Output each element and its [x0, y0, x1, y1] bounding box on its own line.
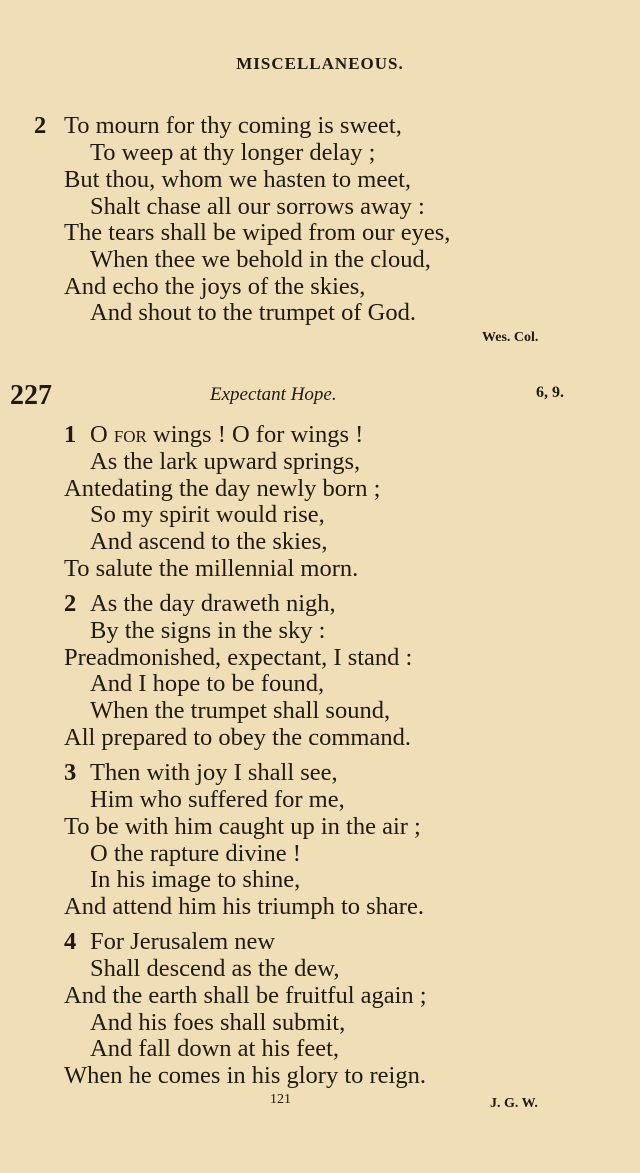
verse-line: O for wings ! O for wings !	[90, 421, 364, 448]
verse-line: For Jerusalem new	[90, 928, 276, 955]
verse-line: Shalt chase all our sorrows away :	[90, 193, 425, 220]
stanza-number: 2	[64, 590, 77, 617]
verse-line: And the earth shall be fruitful again ;	[64, 982, 427, 1009]
stanza-number: 1	[64, 421, 77, 448]
verse-line: As the day draweth nigh,	[90, 590, 336, 617]
verse-line: To mourn for thy coming is sweet,	[64, 112, 402, 139]
verse-line: And ascend to the skies,	[90, 528, 328, 555]
verse-line: And I hope to be found,	[90, 670, 325, 697]
stanza-number: 4	[64, 928, 77, 955]
verse-line: To salute the millennial morn.	[64, 555, 359, 582]
verse-line: In his image to shine,	[90, 866, 301, 893]
hymn-meter: 6, 9.	[536, 384, 564, 401]
verse-line: O the rapture divine !	[90, 840, 301, 867]
verse-line: But thou, whom we hasten to meet,	[64, 166, 412, 193]
verse-line: To weep at thy longer delay ;	[90, 139, 376, 166]
verse-line: And shout to the trumpet of God.	[90, 299, 416, 326]
verse-line: All prepared to obey the command.	[64, 724, 411, 751]
verse-line: Antedating the day newly born ;	[64, 475, 381, 502]
verse-line: Then with joy I shall see,	[90, 759, 338, 786]
verse-line: Preadmonished, expectant, I stand :	[64, 644, 413, 671]
verse-line: When thee we behold in the cloud,	[90, 246, 431, 273]
verse-line: And his foes shall submit,	[90, 1009, 346, 1036]
verse-line: By the signs in the sky :	[90, 617, 326, 644]
hymn-number: 227	[10, 380, 52, 411]
verse-line: As the lark upward springs,	[90, 448, 361, 475]
verse-line: When he comes in his glory to reign.	[64, 1062, 426, 1089]
stanza-number: 3	[64, 759, 77, 786]
hymn-title: Expectant Hope.	[210, 384, 337, 405]
verse-line: And attend him his triumph to share.	[64, 893, 424, 920]
verse-line: So my spirit would rise,	[90, 501, 325, 528]
verse-line: To be with him caught up in the air ;	[64, 813, 421, 840]
author-attribution: J. G. W.	[490, 1096, 538, 1111]
verse-line: And echo the joys of the skies,	[64, 273, 366, 300]
author-attribution: Wes. Col.	[482, 330, 539, 345]
verse-line: When the trumpet shall sound,	[90, 697, 391, 724]
verse-line: Shall descend as the dew,	[90, 955, 340, 982]
page-number: 121	[270, 1092, 291, 1107]
running-header: MISCELLANEOUS.	[236, 54, 404, 73]
verse-line: Him who suffered for me,	[90, 786, 345, 813]
verse-line: The tears shall be wiped from our eyes,	[64, 219, 451, 246]
stanza-number: 2	[34, 112, 47, 139]
verse-line: And fall down at his feet,	[90, 1035, 340, 1062]
